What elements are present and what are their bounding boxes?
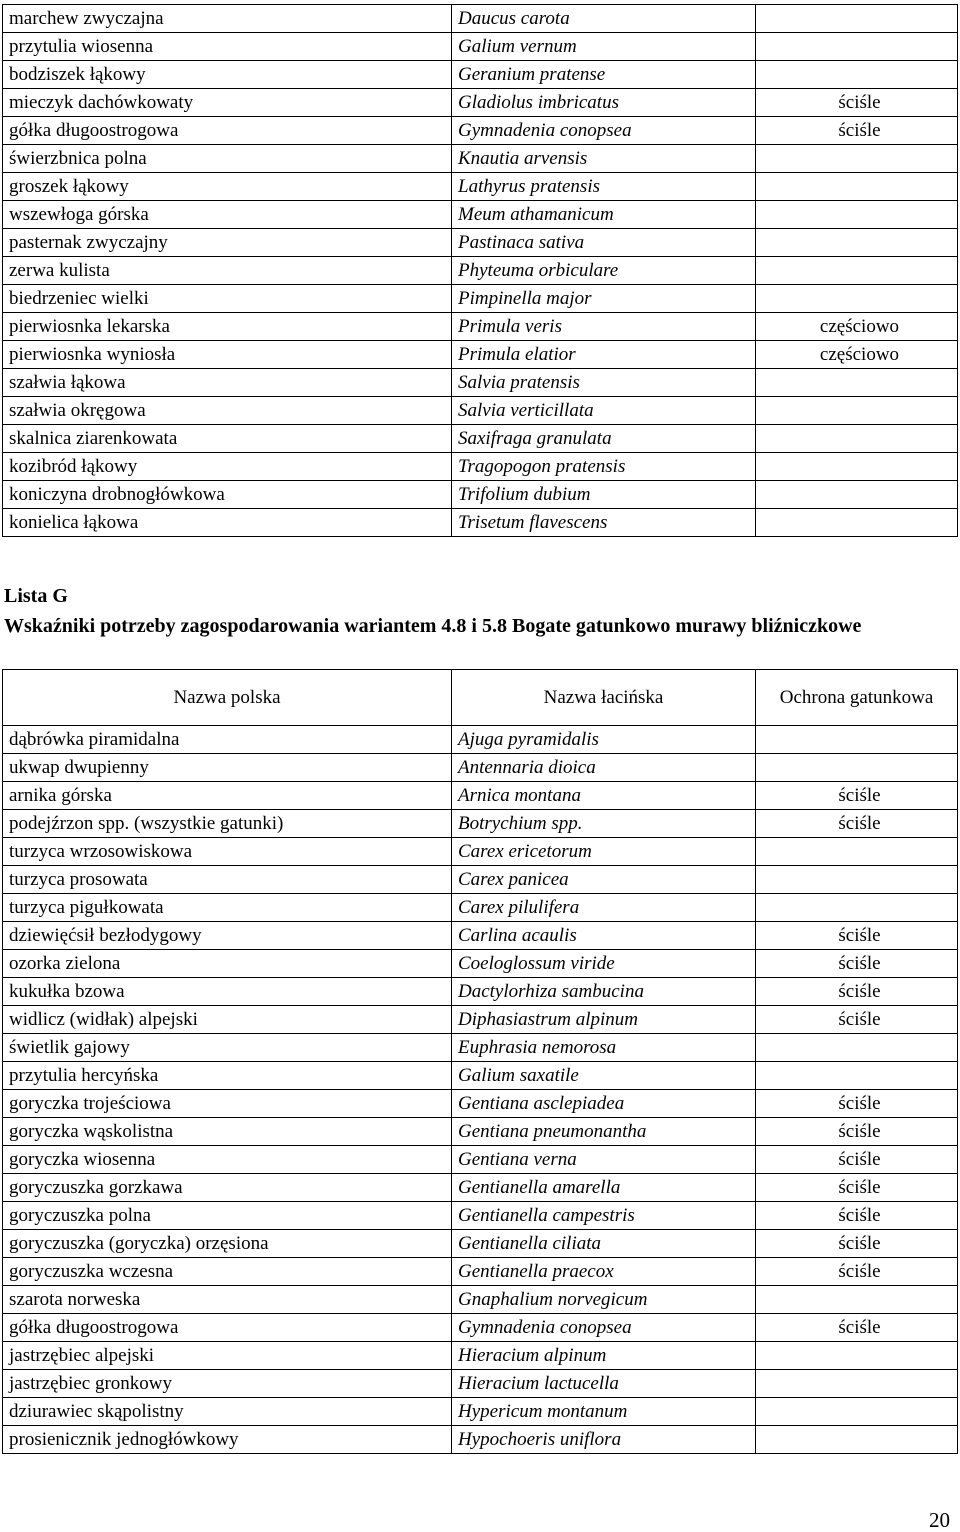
protection-cell	[756, 1062, 958, 1090]
table-row	[3, 1034, 958, 1062]
polish-name-cell: biedrzeniec wielki	[3, 285, 452, 313]
latin-name-cell: Saxifraga granulata	[452, 425, 756, 453]
polish-name-cell: marchew zwyczajna	[3, 5, 452, 33]
protection-cell: częściowo	[756, 313, 958, 341]
table-row	[3, 5, 958, 33]
polish-name-cell: bodziszek łąkowy	[3, 61, 452, 89]
species-table-top-body	[3, 5, 958, 537]
latin-name-cell: Gnaphalium norvegicum	[452, 1286, 756, 1314]
latin-name-cell: Botrychium spp.	[452, 810, 756, 838]
polish-name-cell: ozorka zielona	[3, 950, 452, 978]
polish-name-cell: zerwa kulista	[3, 257, 452, 285]
latin-name-cell: Gentiana verna	[452, 1146, 756, 1174]
table-row	[3, 481, 958, 509]
polish-name-cell: mieczyk dachówkowaty	[3, 89, 452, 117]
protection-cell: ściśle	[756, 810, 958, 838]
table-row	[3, 1314, 958, 1342]
latin-name-cell: Galium vernum	[452, 33, 756, 61]
latin-name-cell: Carex ericetorum	[452, 838, 756, 866]
polish-name-cell: kukułka bzowa	[3, 978, 452, 1006]
latin-name-cell: Carex pilulifera	[452, 894, 756, 922]
latin-name-cell: Pimpinella major	[452, 285, 756, 313]
polish-name-cell: szarota norweska	[3, 1286, 452, 1314]
latin-name-cell: Trisetum flavescens	[452, 509, 756, 537]
latin-name-cell: Hypochoeris uniflora	[452, 1426, 756, 1454]
protection-cell	[756, 866, 958, 894]
table-row	[3, 1286, 958, 1314]
table-row	[3, 754, 958, 782]
protection-cell: ściśle	[756, 89, 958, 117]
table-row	[3, 425, 958, 453]
protection-cell: ściśle	[756, 1090, 958, 1118]
table-row	[3, 1006, 958, 1034]
table-row	[3, 866, 958, 894]
latin-name-cell: Gentianella ciliata	[452, 1230, 756, 1258]
table-row	[3, 1342, 958, 1370]
polish-name-cell: gółka długoostrogowa	[3, 1314, 452, 1342]
protection-cell	[756, 838, 958, 866]
latin-name-cell: Hieracium lactucella	[452, 1370, 756, 1398]
polish-name-cell: przytulia hercyńska	[3, 1062, 452, 1090]
protection-cell	[756, 285, 958, 313]
protection-cell: częściowo	[756, 341, 958, 369]
protection-cell: ściśle	[756, 1006, 958, 1034]
polish-name-cell: pierwiosnka wyniosła	[3, 341, 452, 369]
polish-name-cell: dąbrówka piramidalna	[3, 726, 452, 754]
latin-name-cell: Dactylorhiza sambucina	[452, 978, 756, 1006]
header-latin-name: Nazwa łacińska	[452, 670, 756, 726]
polish-name-cell: goryczuszka polna	[3, 1202, 452, 1230]
page-number: 20	[929, 1508, 950, 1532]
table-row	[3, 1062, 958, 1090]
protection-cell	[756, 145, 958, 173]
protection-cell	[756, 453, 958, 481]
protection-cell: ściśle	[756, 978, 958, 1006]
table-row	[3, 978, 958, 1006]
latin-name-cell: Meum athamanicum	[452, 201, 756, 229]
protection-cell: ściśle	[756, 782, 958, 810]
latin-name-cell: Gentiana asclepiadea	[452, 1090, 756, 1118]
polish-name-cell: gółka długoostrogowa	[3, 117, 452, 145]
protection-cell: ściśle	[756, 117, 958, 145]
latin-name-cell: Primula veris	[452, 313, 756, 341]
latin-name-cell: Diphasiastrum alpinum	[452, 1006, 756, 1034]
polish-name-cell: jastrzębiec gronkowy	[3, 1370, 452, 1398]
polish-name-cell: przytulia wiosenna	[3, 33, 452, 61]
table-row	[3, 173, 958, 201]
latin-name-cell: Gentianella praecox	[452, 1258, 756, 1286]
species-table-bottom	[2, 669, 958, 1454]
polish-name-cell: kozibród łąkowy	[3, 453, 452, 481]
protection-cell	[756, 509, 958, 537]
list-title: Lista G	[4, 585, 68, 607]
polish-name-cell: goryczka trojeściowa	[3, 1090, 452, 1118]
polish-name-cell: turzyca pigułkowata	[3, 894, 452, 922]
latin-name-cell: Knautia arvensis	[452, 145, 756, 173]
latin-name-cell: Carex panicea	[452, 866, 756, 894]
polish-name-cell: konielica łąkowa	[3, 509, 452, 537]
latin-name-cell: Primula elatior	[452, 341, 756, 369]
latin-name-cell: Carlina acaulis	[452, 922, 756, 950]
latin-name-cell: Salvia verticillata	[452, 397, 756, 425]
table-row	[3, 61, 958, 89]
polish-name-cell: arnika górska	[3, 782, 452, 810]
latin-name-cell: Salvia pratensis	[452, 369, 756, 397]
table-row	[3, 922, 958, 950]
latin-name-cell: Gymnadenia conopsea	[452, 117, 756, 145]
protection-cell	[756, 1398, 958, 1426]
protection-cell: ściśle	[756, 922, 958, 950]
protection-cell: ściśle	[756, 1258, 958, 1286]
latin-name-cell: Tragopogon pratensis	[452, 453, 756, 481]
protection-cell	[756, 257, 958, 285]
protection-cell	[756, 397, 958, 425]
protection-cell	[756, 201, 958, 229]
table-row	[3, 950, 958, 978]
protection-cell	[756, 481, 958, 509]
protection-cell	[756, 425, 958, 453]
protection-cell: ściśle	[756, 1202, 958, 1230]
table-row	[3, 33, 958, 61]
polish-name-cell: świerzbnica polna	[3, 145, 452, 173]
polish-name-cell: goryczka wiosenna	[3, 1146, 452, 1174]
table-row	[3, 229, 958, 257]
polish-name-cell: groszek łąkowy	[3, 173, 452, 201]
table-row	[3, 453, 958, 481]
header-polish-name: Nazwa polska	[3, 670, 452, 726]
polish-name-cell: skalnica ziarenkowata	[3, 425, 452, 453]
table-row	[3, 509, 958, 537]
polish-name-cell: prosienicznik jednogłówkowy	[3, 1426, 452, 1454]
protection-cell	[756, 754, 958, 782]
polish-name-cell: dziewięćsił bezłodygowy	[3, 922, 452, 950]
latin-name-cell: Lathyrus pratensis	[452, 173, 756, 201]
protection-cell	[756, 1286, 958, 1314]
polish-name-cell: goryczuszka (goryczka) orzęsiona	[3, 1230, 452, 1258]
latin-name-cell: Daucus carota	[452, 5, 756, 33]
protection-cell	[756, 33, 958, 61]
latin-name-cell: Phyteuma orbiculare	[452, 257, 756, 285]
table-row	[3, 1146, 958, 1174]
table-row	[3, 1174, 958, 1202]
table-row	[3, 1370, 958, 1398]
latin-name-cell: Antennaria dioica	[452, 754, 756, 782]
polish-name-cell: wszewłoga górska	[3, 201, 452, 229]
protection-cell: ściśle	[756, 1314, 958, 1342]
table-row	[3, 838, 958, 866]
polish-name-cell: ukwap dwupienny	[3, 754, 452, 782]
table-row	[3, 726, 958, 754]
latin-name-cell: Gentiana pneumonantha	[452, 1118, 756, 1146]
protection-cell	[756, 1426, 958, 1454]
polish-name-cell: dziurawiec skąpolistny	[3, 1398, 452, 1426]
polish-name-cell: jastrzębiec alpejski	[3, 1342, 452, 1370]
latin-name-cell: Coeloglossum viride	[452, 950, 756, 978]
polish-name-cell: widlicz (widłak) alpejski	[3, 1006, 452, 1034]
polish-name-cell: świetlik gajowy	[3, 1034, 452, 1062]
protection-cell: ściśle	[756, 1230, 958, 1258]
table-row	[3, 1230, 958, 1258]
protection-cell	[756, 1370, 958, 1398]
table-row	[3, 285, 958, 313]
protection-cell	[756, 5, 958, 33]
latin-name-cell: Hieracium alpinum	[452, 1342, 756, 1370]
species-table-bottom-body	[3, 726, 958, 1454]
latin-name-cell: Geranium pratense	[452, 61, 756, 89]
protection-cell	[756, 726, 958, 754]
protection-cell	[756, 894, 958, 922]
polish-name-cell: goryczuszka gorzkawa	[3, 1174, 452, 1202]
latin-name-cell: Euphrasia nemorosa	[452, 1034, 756, 1062]
latin-name-cell: Arnica montana	[452, 782, 756, 810]
header-protection: Ochrona gatunkowa	[756, 670, 958, 726]
table-row	[3, 313, 958, 341]
polish-name-cell: podejźrzon spp. (wszystkie gatunki)	[3, 810, 452, 838]
latin-name-cell: Galium saxatile	[452, 1062, 756, 1090]
table-row	[3, 782, 958, 810]
latin-name-cell: Pastinaca sativa	[452, 229, 756, 257]
latin-name-cell: Gentianella campestris	[452, 1202, 756, 1230]
protection-cell: ściśle	[756, 950, 958, 978]
polish-name-cell: turzyca prosowata	[3, 866, 452, 894]
table-row	[3, 1426, 958, 1454]
latin-name-cell: Gladiolus imbricatus	[452, 89, 756, 117]
table-row	[3, 1202, 958, 1230]
table-row	[3, 145, 958, 173]
header-row	[3, 670, 958, 726]
table-row	[3, 397, 958, 425]
table-row	[3, 1090, 958, 1118]
protection-cell	[756, 61, 958, 89]
protection-cell: ściśle	[756, 1118, 958, 1146]
protection-cell	[756, 229, 958, 257]
polish-name-cell: koniczyna drobnogłówkowa	[3, 481, 452, 509]
table-row	[3, 1258, 958, 1286]
polish-name-cell: goryczuszka wczesna	[3, 1258, 452, 1286]
polish-name-cell: goryczka wąskolistna	[3, 1118, 452, 1146]
protection-cell	[756, 369, 958, 397]
species-table-top	[2, 4, 958, 537]
protection-cell: ściśle	[756, 1174, 958, 1202]
protection-cell	[756, 1034, 958, 1062]
species-table-header	[3, 670, 958, 726]
latin-name-cell: Hypericum montanum	[452, 1398, 756, 1426]
table-row	[3, 341, 958, 369]
polish-name-cell: pasternak zwyczajny	[3, 229, 452, 257]
latin-name-cell: Ajuga pyramidalis	[452, 726, 756, 754]
section-subtitle: Wskaźniki potrzeby zagospodarowania wariantem 4.8 i 5.8 Bogate gatunkowo murawy bliźniczkowe	[4, 615, 862, 637]
protection-cell	[756, 173, 958, 201]
table-row	[3, 1398, 958, 1426]
latin-name-cell: Gymnadenia conopsea	[452, 1314, 756, 1342]
table-row	[3, 369, 958, 397]
latin-name-cell: Gentianella amarella	[452, 1174, 756, 1202]
latin-name-cell: Trifolium dubium	[452, 481, 756, 509]
protection-cell	[756, 1342, 958, 1370]
table-row	[3, 89, 958, 117]
table-row	[3, 1118, 958, 1146]
polish-name-cell: turzyca wrzosowiskowa	[3, 838, 452, 866]
protection-cell: ściśle	[756, 1146, 958, 1174]
polish-name-cell: szałwia okręgowa	[3, 397, 452, 425]
polish-name-cell: pierwiosnka lekarska	[3, 313, 452, 341]
polish-name-cell: szałwia łąkowa	[3, 369, 452, 397]
table-row	[3, 894, 958, 922]
table-row	[3, 117, 958, 145]
table-row	[3, 257, 958, 285]
table-row	[3, 201, 958, 229]
table-row	[3, 810, 958, 838]
